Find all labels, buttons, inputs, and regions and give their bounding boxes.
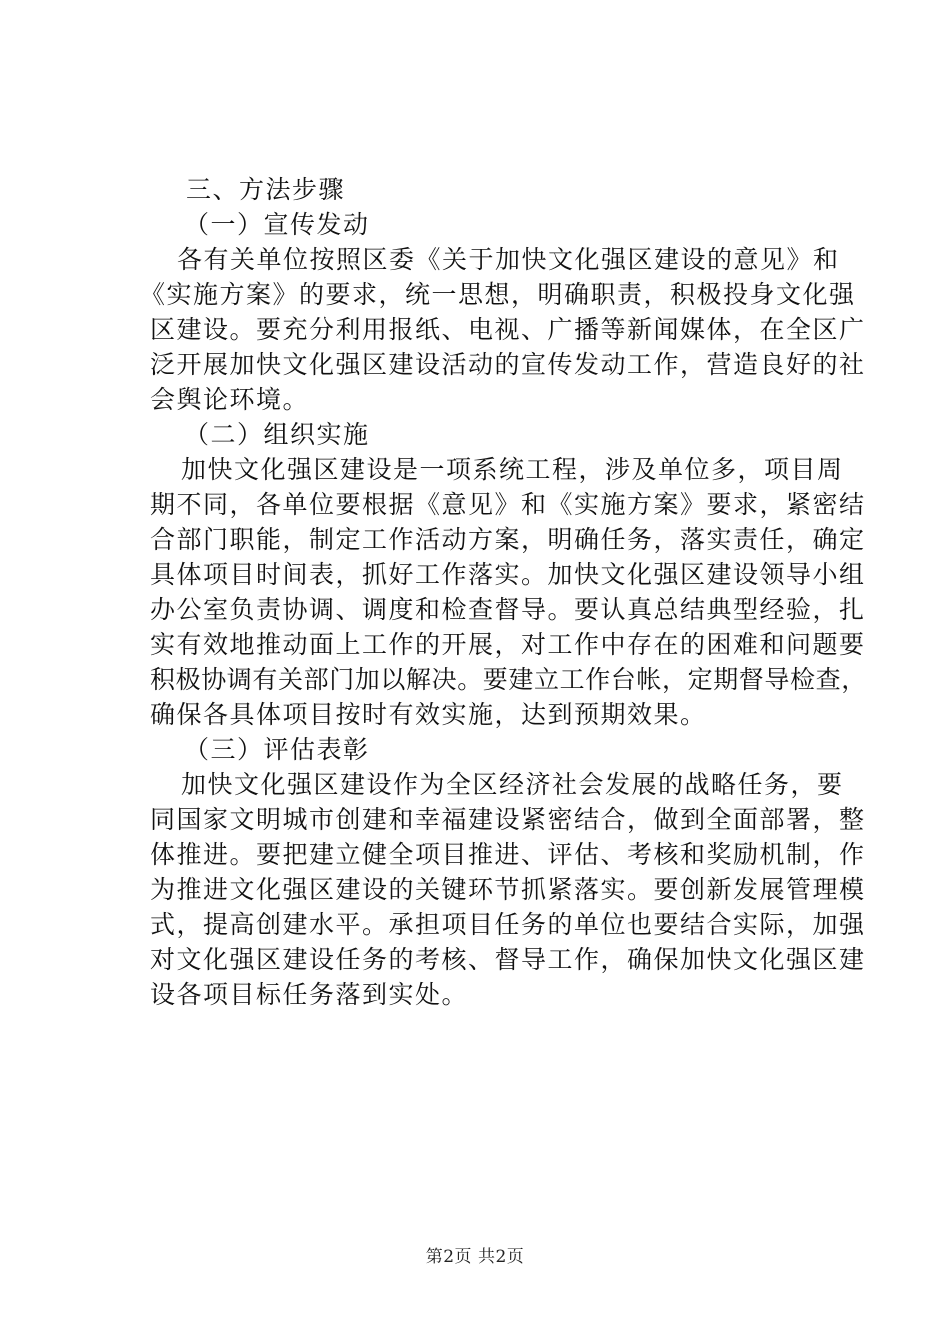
section-title: 三、方法步骤 [186,175,346,204]
paragraph-3 [150,767,866,1012]
paragraph-line: 期不同，各单位要根据《意见》和《实施方案》要求，紧密结 [150,490,866,519]
subsection-heading-1: （一）宣传发动 [184,210,370,239]
paragraph-line: 加快文化强区建设是一项系统工程，涉及单位多，项目周 [181,455,844,484]
paragraph-line: 各有关单位按照区委《关于加快文化强区建设的意见》和 [177,245,840,274]
paragraph-line: 积极协调有关部门加以解决。要建立工作台帐，定期督导检查， [150,665,867,694]
paragraph-line: 为推进文化强区建设的关键环节抓紧落实。要创新发展管理模 [150,875,866,904]
document-body [140,172,867,1012]
paragraph-line: 泛开展加快文化强区建设活动的宣传发动工作，营造良好的社 [150,350,866,379]
paragraph-line: 加快文化强区建设作为全区经济社会发展的战略任务，要 [181,770,844,799]
paragraph-line: 《实施方案》的要求，统一思想，明确职责，积极投身文化强 [140,280,856,309]
subsection-heading-3: （三）评估表彰 [184,735,370,764]
paragraph-line: 合部门职能，制定工作活动方案，明确任务，落实责任，确定 [150,525,866,554]
paragraph-1 [140,242,866,417]
paragraph-line: 区建设。要充分利用报纸、电视、广播等新闻媒体，在全区广 [150,315,866,344]
paragraph-2 [150,452,867,732]
subsection-heading-2: （二）组织实施 [184,420,370,449]
paragraph-line: 办公室负责协调、调度和检查督导。要认真总结典型经验，扎 [150,595,866,624]
paragraph-line: 会舆论环境。 [150,385,310,414]
page-number-footer: 第2页 共2页 [425,1247,525,1267]
paragraph-line: 对文化强区建设任务的考核、督导工作，确保加快文化强区建 [150,945,866,974]
paragraph-line: 体推进。要把建立健全项目推进、评估、考核和奖励机制，作 [150,840,866,869]
paragraph-line: 实有效地推动面上工作的开展，对工作中存在的困难和问题要 [150,630,866,659]
paragraph-line: 确保各具体项目按时有效实施，达到预期效果。 [150,700,707,729]
paragraph-line: 设各项目标任务落到实处。 [150,980,469,1009]
paragraph-line: 具体项目时间表，抓好工作落实。加快文化强区建设领导小组 [150,560,866,589]
paragraph-line: 同国家文明城市创建和幸福建设紧密结合，做到全面部署，整 [150,805,866,834]
paragraph-line: 式，提高创建水平。承担项目任务的单位也要结合实际，加强 [150,910,866,939]
